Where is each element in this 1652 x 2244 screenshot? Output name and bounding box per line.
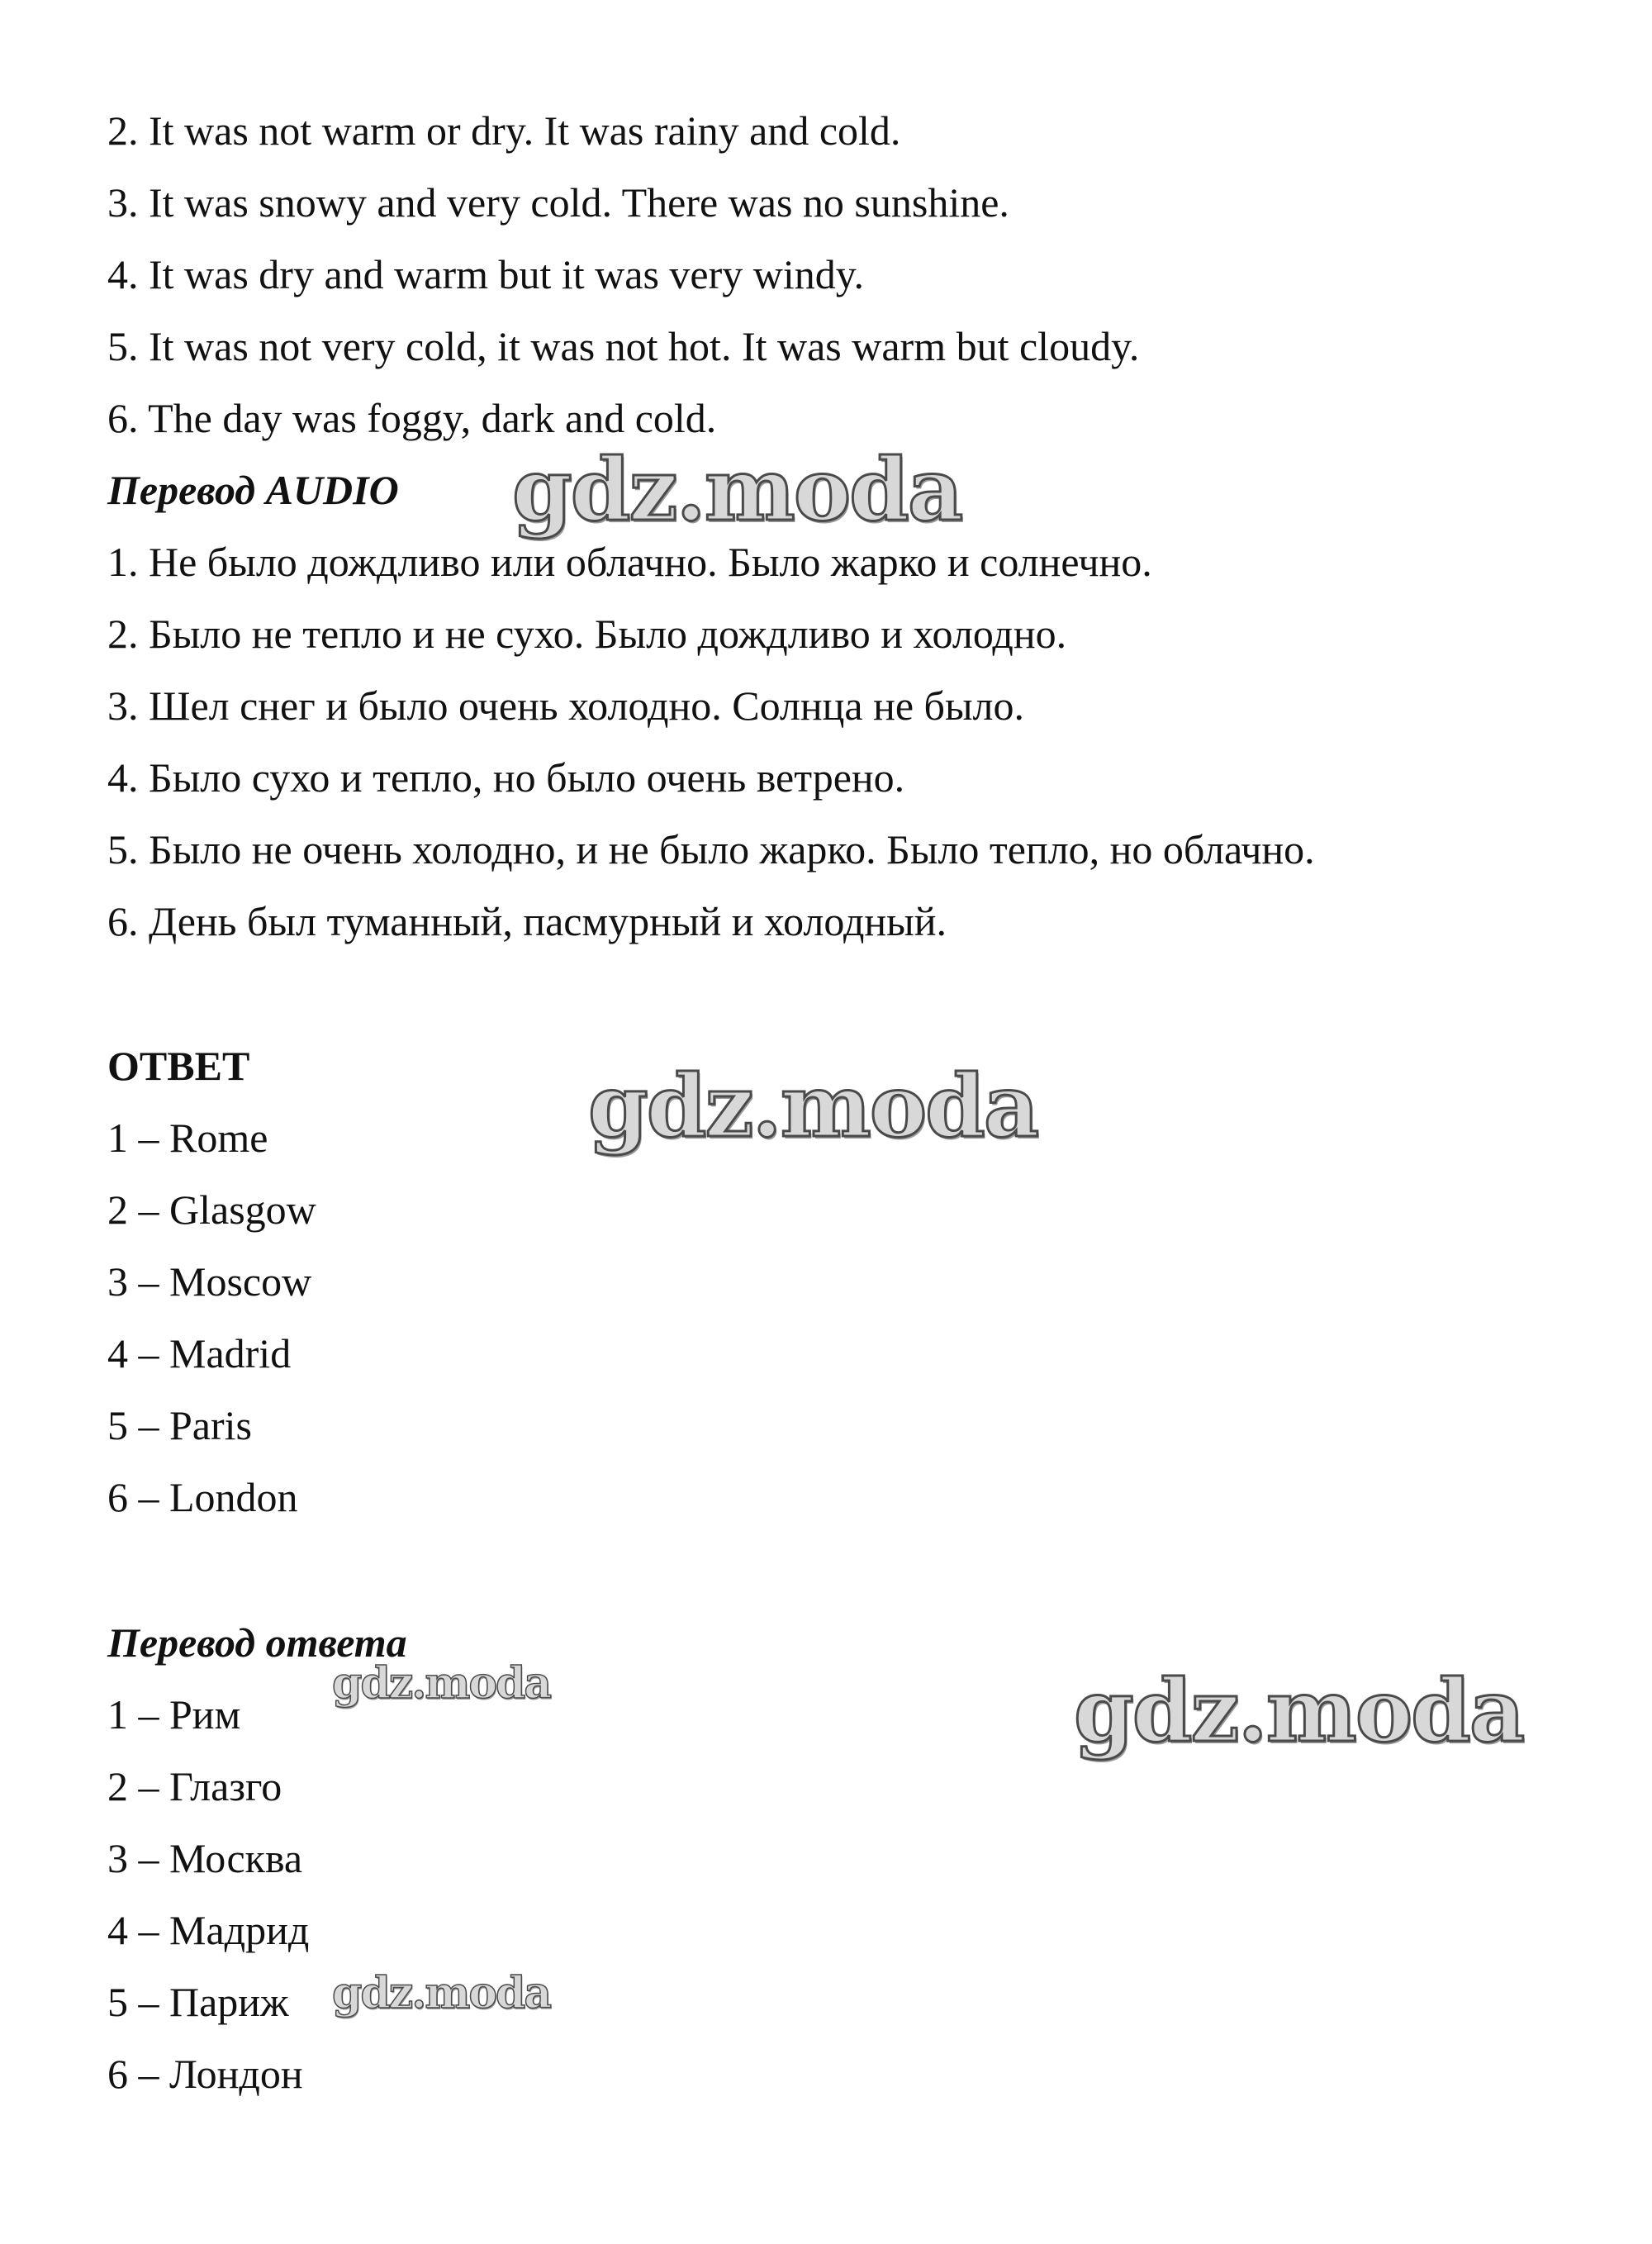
answer-heading: ОТВЕТ xyxy=(107,1043,250,1089)
watermark-logo-small: gdz.moda xyxy=(332,1968,551,2018)
watermark-logo: gdz.moda xyxy=(512,439,962,540)
watermark-logo: gdz.moda xyxy=(588,1055,1038,1157)
audio-translation-line-5: 5. Было не очень холодно, и не было жарко. Было тепло, но облачно. xyxy=(107,826,1315,872)
audio-translation-line-3: 3. Шел снег и было очень холодно. Солнца не было. xyxy=(107,682,1025,729)
answer-translation-heading: Перевод ответа xyxy=(107,1619,407,1666)
audio-translation-heading: Перевод AUDIO xyxy=(107,467,399,513)
weather-line-2: 2. It was not warm or dry. It was rainy and cold. xyxy=(107,107,901,154)
answer-item-3: 3 – Moscow xyxy=(107,1258,312,1305)
weather-line-3: 3. It was snowy and very cold. There was no sunshine. xyxy=(107,179,1009,226)
audio-translation-line-2: 2. Было не тепло и не сухо. Было дождливо и холодно. xyxy=(107,611,1067,657)
answer-translation-item-6: 6 – Лондон xyxy=(107,2051,303,2097)
answer-translation-item-2: 2 – Глазго xyxy=(107,1763,282,1809)
watermark-logo: gdz.moda xyxy=(1074,1660,1524,1761)
answer-item-4: 4 – Madrid xyxy=(107,1330,292,1376)
answer-translation-item-5: 5 – Париж xyxy=(107,1979,289,2025)
audio-translation-line-6: 6. День был туманный, пасмурный и холодный. xyxy=(107,898,947,944)
answer-translation-item-1: 1 – Рим xyxy=(107,1691,241,1738)
answer-translation-item-4: 4 – Мадрид xyxy=(107,1907,310,1953)
weather-line-6: 6. The day was foggy, dark and cold. xyxy=(107,395,717,441)
weather-line-4: 4. It was dry and warm but it was very windy. xyxy=(107,251,865,297)
audio-translation-line-4: 4. Было сухо и тепло, но было очень ветрено. xyxy=(107,754,905,801)
audio-translation-line-1: 1. Не было дождливо или облачно. Было жарко и солнечно. xyxy=(107,539,1152,585)
watermark-logo-small: gdz.moda xyxy=(332,1658,551,1709)
answer-item-1: 1 – Rome xyxy=(107,1115,268,1161)
answer-translation-item-3: 3 – Москва xyxy=(107,1835,303,1881)
answer-item-2: 2 – Glasgow xyxy=(107,1186,316,1233)
weather-line-5: 5. It was not very cold, it was not hot. It was warm but cloudy. xyxy=(107,323,1140,369)
answer-item-5: 5 – Paris xyxy=(107,1402,252,1448)
answer-item-6: 6 – London xyxy=(107,1474,298,1520)
